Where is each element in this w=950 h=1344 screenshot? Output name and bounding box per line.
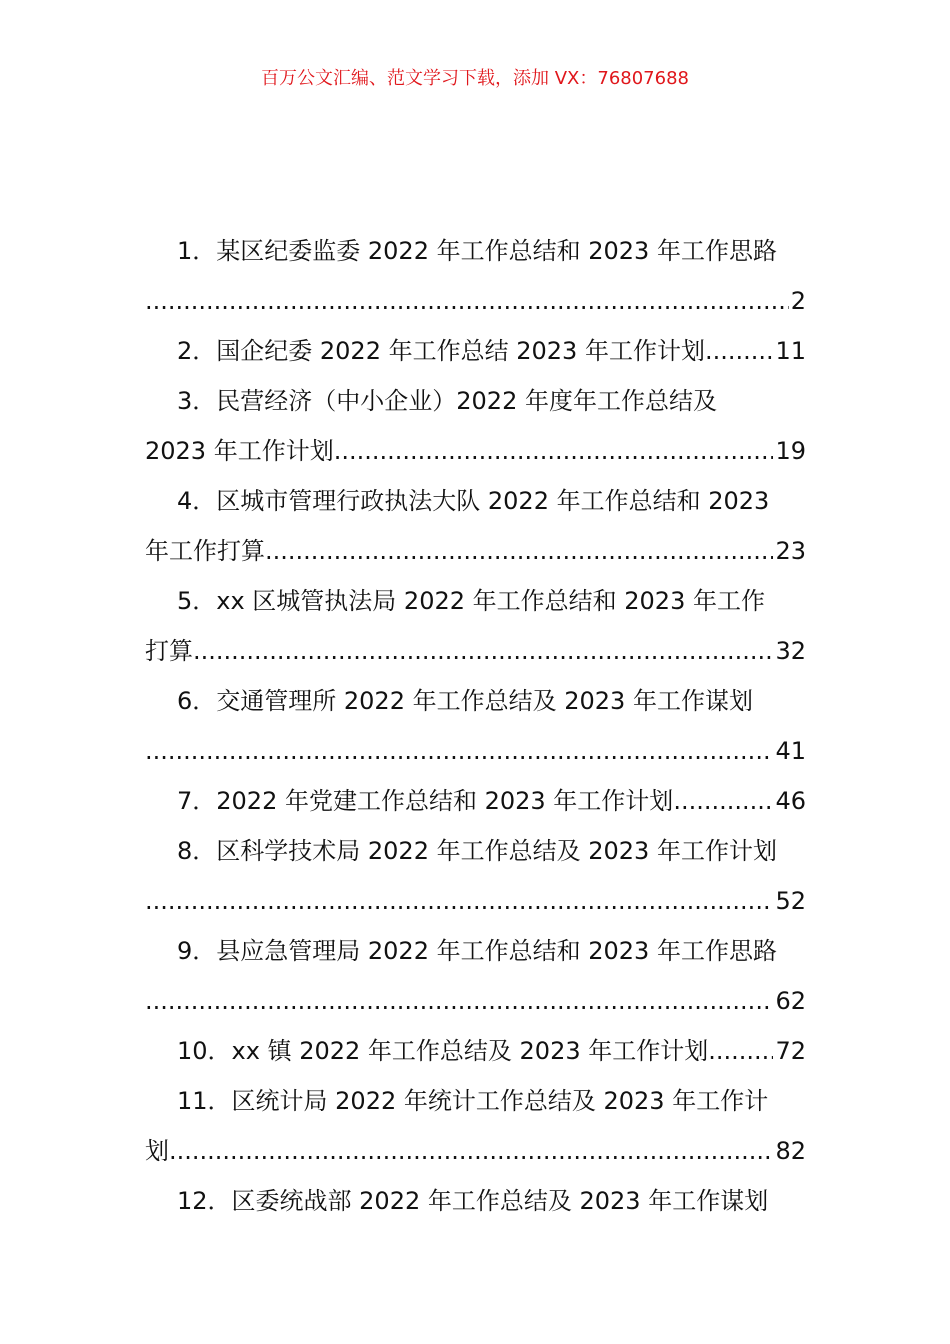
toc-entry-3-leader: 2023 年工作计划 ..... 19: [145, 426, 806, 476]
toc-entry-4-page: 23: [775, 537, 806, 565]
toc-entry-8-page: 52: [775, 887, 806, 915]
table-of-contents: [145, 226, 806, 1226]
toc-entry-4-leader: 年工作打算 ..... 23: [145, 526, 806, 576]
toc-entry-10: [145, 1026, 806, 1076]
toc-entry-6-page: 41: [775, 737, 806, 765]
toc-entry-10-page: 72: [775, 1037, 806, 1065]
toc-entry-6-leader: [145, 726, 806, 776]
toc-entry-7-page: 46: [775, 787, 806, 815]
toc-entry-2-page: 11: [775, 337, 806, 365]
toc-entry-8-title: 8．区科学技术局 2022 年工作总结及 2023 年工作计划: [177, 837, 777, 865]
toc-entry-9-title: 9．县应急管理局 2022 年工作总结和 2023 年工作思路: [177, 937, 777, 965]
toc-entry-1-leader: [145, 276, 806, 326]
toc-entry-9-page: 62: [775, 987, 806, 1015]
header-watermark-text: 百万公文汇编、范文学习下载，添加 VX：76807688: [261, 68, 689, 89]
toc-entry-2: [145, 326, 806, 376]
toc-entry-3-title: 3．民营经济（中小企业）2022 年度年工作总结及: [177, 387, 717, 415]
toc-entry-3-page: 19: [775, 437, 806, 465]
toc-entry-2-title: 2．国企纪委 2022 年工作总结 2023 年工作计划: [177, 337, 705, 365]
toc-entry-5-page: 32: [775, 637, 806, 665]
toc-entry-5-leader: 打算 ..... 32: [145, 626, 806, 676]
toc-entry-6-title: 6．交通管理所 2022 年工作总结及 2023 年工作谋划: [177, 687, 753, 715]
toc-entry-1-page: 2: [790, 287, 806, 315]
toc-entry-12-title: 12．区委统战部 2022 年工作总结及 2023 年工作谋划: [177, 1187, 769, 1215]
toc-entry-7-title: 7．2022 年党建工作总结和 2023 年工作计划: [177, 787, 674, 815]
toc-entry-1-title: 1．某区纪委监委 2022 年工作总结和 2023 年工作思路: [177, 237, 777, 265]
toc-entry-9-leader: [145, 976, 806, 1026]
toc-entry-11-leader: 划 ..... 82: [145, 1126, 806, 1176]
toc-entry-11-page: 82: [775, 1137, 806, 1165]
toc-entry-11-title: 11．区统计局 2022 年统计工作总结及 2023 年工作计: [177, 1087, 769, 1115]
toc-entry-4-title: 4．区城市管理行政执法大队 2022 年工作总结和 2023: [177, 487, 770, 515]
toc-entry-8-leader: [145, 876, 806, 926]
toc-entry-7: [145, 776, 806, 826]
toc-entry-10-title: 10．xx 镇 2022 年工作总结及 2023 年工作计划: [177, 1037, 709, 1065]
toc-entry-5-title: 5．xx 区城管执法局 2022 年工作总结和 2023 年工作: [177, 587, 765, 615]
